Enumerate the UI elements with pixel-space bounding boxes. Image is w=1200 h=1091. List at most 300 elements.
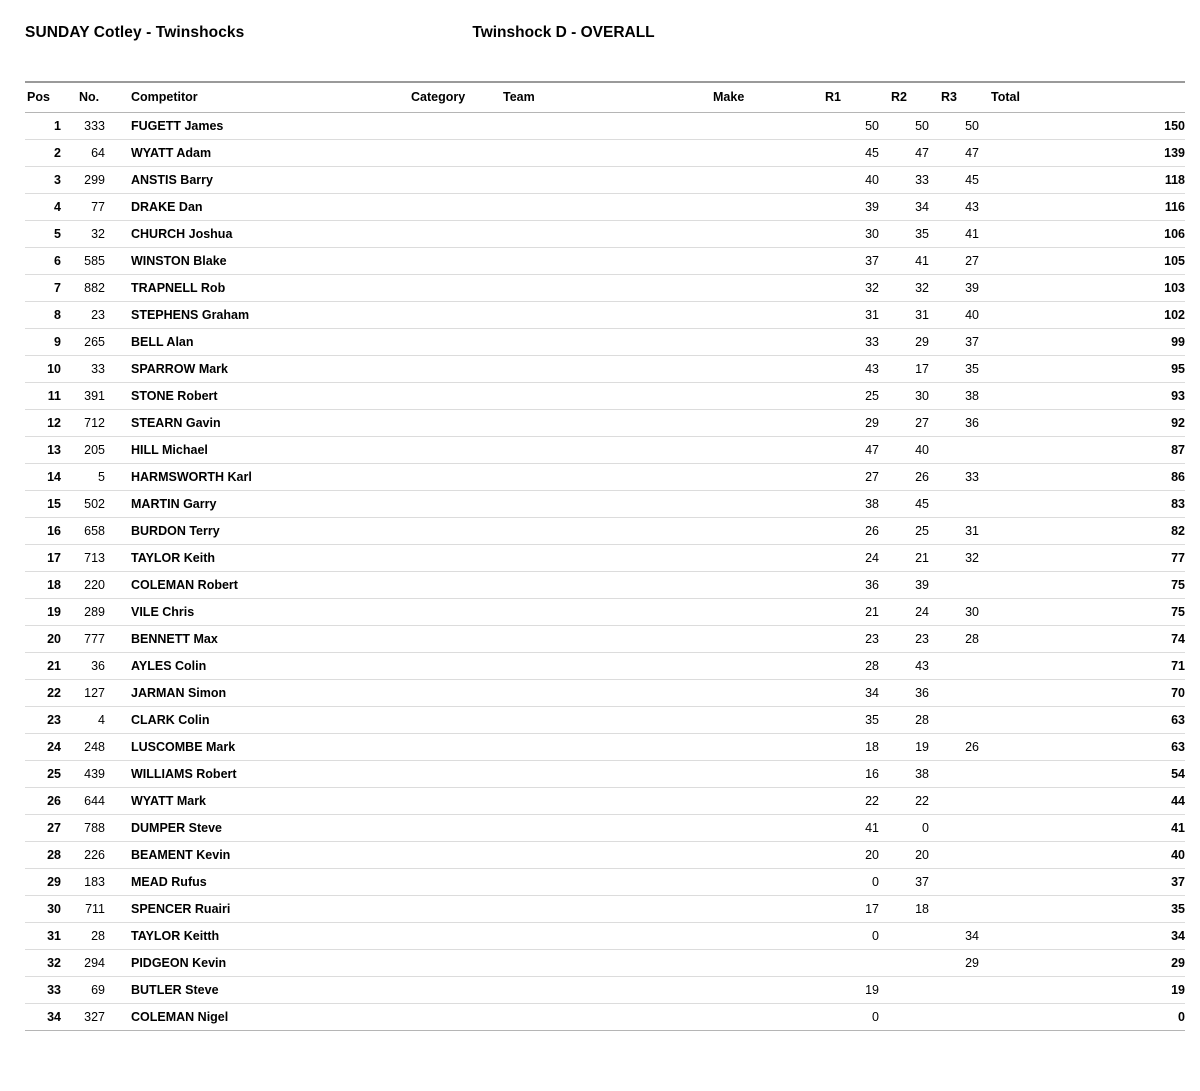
cell-r1: 20 <box>825 842 891 869</box>
cell-no: 127 <box>69 680 115 707</box>
cell-total: 19 <box>991 977 1185 1004</box>
cell-r3: 41 <box>941 221 991 248</box>
cell-r2: 40 <box>891 437 941 464</box>
cell-make <box>713 383 825 410</box>
cell-r2: 26 <box>891 464 941 491</box>
cell-competitor: JARMAN Simon <box>115 680 411 707</box>
table-row <box>25 248 1185 275</box>
cell-team <box>489 653 713 680</box>
cell-r1: 40 <box>825 167 891 194</box>
cell-team <box>489 626 713 653</box>
cell-competitor: AYLES Colin <box>115 653 411 680</box>
cell-r1: 31 <box>825 302 891 329</box>
cell-make <box>713 599 825 626</box>
results-table-header-row <box>25 83 1185 113</box>
cell-r2: 33 <box>891 167 941 194</box>
table-row <box>25 707 1185 734</box>
cell-r1: 26 <box>825 518 891 545</box>
cell-r1: 43 <box>825 356 891 383</box>
cell-r2 <box>891 923 941 950</box>
cell-total: 139 <box>991 140 1185 167</box>
cell-total: 102 <box>991 302 1185 329</box>
cell-team <box>489 221 713 248</box>
cell-competitor: WINSTON Blake <box>115 248 411 275</box>
cell-r1: 25 <box>825 383 891 410</box>
cell-category <box>411 734 489 761</box>
cell-r3: 27 <box>941 248 991 275</box>
cell-competitor: STEPHENS Graham <box>115 302 411 329</box>
cell-make <box>713 464 825 491</box>
cell-competitor: VILE Chris <box>115 599 411 626</box>
cell-pos: 34 <box>25 1004 69 1031</box>
table-row <box>25 842 1185 869</box>
cell-r1: 34 <box>825 680 891 707</box>
cell-r2: 17 <box>891 356 941 383</box>
cell-category <box>411 950 489 977</box>
column-header-pos: Pos <box>25 83 69 113</box>
cell-team <box>489 518 713 545</box>
cell-category <box>411 113 489 140</box>
cell-category <box>411 869 489 896</box>
cell-pos: 14 <box>25 464 69 491</box>
cell-no: 4 <box>69 707 115 734</box>
cell-pos: 21 <box>25 653 69 680</box>
cell-category <box>411 923 489 950</box>
cell-make <box>713 1004 825 1031</box>
cell-r1: 19 <box>825 977 891 1004</box>
cell-pos: 19 <box>25 599 69 626</box>
cell-no: 327 <box>69 1004 115 1031</box>
cell-team <box>489 248 713 275</box>
table-row <box>25 599 1185 626</box>
cell-competitor: WYATT Adam <box>115 140 411 167</box>
cell-r1: 39 <box>825 194 891 221</box>
cell-make <box>713 194 825 221</box>
cell-category <box>411 788 489 815</box>
cell-total: 103 <box>991 275 1185 302</box>
cell-category <box>411 140 489 167</box>
cell-pos: 13 <box>25 437 69 464</box>
event-title: SUNDAY Cotley - Twinshocks <box>25 24 245 41</box>
cell-r2: 28 <box>891 707 941 734</box>
cell-pos: 26 <box>25 788 69 815</box>
cell-make <box>713 788 825 815</box>
cell-category <box>411 815 489 842</box>
table-row <box>25 977 1185 1004</box>
cell-pos: 9 <box>25 329 69 356</box>
cell-no: 658 <box>69 518 115 545</box>
cell-make <box>713 302 825 329</box>
cell-r2: 43 <box>891 653 941 680</box>
cell-competitor: PIDGEON Kevin <box>115 950 411 977</box>
cell-make <box>713 410 825 437</box>
table-row <box>25 680 1185 707</box>
cell-r2: 39 <box>891 572 941 599</box>
cell-team <box>489 950 713 977</box>
cell-category <box>411 680 489 707</box>
cell-r1: 24 <box>825 545 891 572</box>
cell-competitor: WYATT Mark <box>115 788 411 815</box>
cell-team <box>489 383 713 410</box>
cell-pos: 12 <box>25 410 69 437</box>
column-header-team: Team <box>489 83 713 113</box>
cell-competitor: COLEMAN Robert <box>115 572 411 599</box>
cell-make <box>713 545 825 572</box>
cell-pos: 27 <box>25 815 69 842</box>
cell-category <box>411 383 489 410</box>
cell-r1: 18 <box>825 734 891 761</box>
cell-total: 70 <box>991 680 1185 707</box>
cell-r3: 45 <box>941 167 991 194</box>
cell-competitor: MARTIN Garry <box>115 491 411 518</box>
cell-competitor: HILL Michael <box>115 437 411 464</box>
cell-competitor: BEAMENT Kevin <box>115 842 411 869</box>
table-row <box>25 626 1185 653</box>
cell-no: 183 <box>69 869 115 896</box>
cell-r2: 37 <box>891 869 941 896</box>
cell-total: 63 <box>991 734 1185 761</box>
cell-competitor: BURDON Terry <box>115 518 411 545</box>
cell-r2: 21 <box>891 545 941 572</box>
cell-total: 75 <box>991 572 1185 599</box>
cell-no: 205 <box>69 437 115 464</box>
table-row <box>25 950 1185 977</box>
cell-total: 150 <box>991 113 1185 140</box>
cell-team <box>489 977 713 1004</box>
cell-no: 77 <box>69 194 115 221</box>
table-row <box>25 221 1185 248</box>
cell-make <box>713 950 825 977</box>
cell-make <box>713 248 825 275</box>
cell-no: 64 <box>69 140 115 167</box>
cell-r2: 47 <box>891 140 941 167</box>
cell-make <box>713 842 825 869</box>
cell-r3: 40 <box>941 302 991 329</box>
cell-competitor: CLARK Colin <box>115 707 411 734</box>
column-header-total: Total <box>991 83 1185 113</box>
results-table-head <box>25 83 1185 113</box>
cell-team <box>489 842 713 869</box>
cell-pos: 6 <box>25 248 69 275</box>
cell-r1: 37 <box>825 248 891 275</box>
table-row <box>25 167 1185 194</box>
cell-competitor: COLEMAN Nigel <box>115 1004 411 1031</box>
cell-make <box>713 761 825 788</box>
cell-no: 585 <box>69 248 115 275</box>
cell-make <box>713 680 825 707</box>
cell-r2: 34 <box>891 194 941 221</box>
cell-r1: 36 <box>825 572 891 599</box>
cell-r3 <box>941 1004 991 1031</box>
table-row <box>25 815 1185 842</box>
cell-competitor: TAYLOR Keitth <box>115 923 411 950</box>
cell-r1: 17 <box>825 896 891 923</box>
cell-category <box>411 437 489 464</box>
cell-r3: 33 <box>941 464 991 491</box>
cell-total: 87 <box>991 437 1185 464</box>
cell-competitor: STONE Robert <box>115 383 411 410</box>
cell-total: 118 <box>991 167 1185 194</box>
column-header-r2: R2 <box>891 83 941 113</box>
cell-r2: 38 <box>891 761 941 788</box>
cell-no: 502 <box>69 491 115 518</box>
cell-competitor: FUGETT James <box>115 113 411 140</box>
table-row <box>25 140 1185 167</box>
cell-category <box>411 329 489 356</box>
cell-r1: 32 <box>825 275 891 302</box>
table-row <box>25 545 1185 572</box>
column-header-r1: R1 <box>825 83 891 113</box>
cell-make <box>713 329 825 356</box>
cell-make <box>713 626 825 653</box>
cell-r1: 35 <box>825 707 891 734</box>
cell-pos: 31 <box>25 923 69 950</box>
cell-total: 0 <box>991 1004 1185 1031</box>
cell-total: 116 <box>991 194 1185 221</box>
cell-r2: 18 <box>891 896 941 923</box>
cell-team <box>489 1004 713 1031</box>
cell-r3: 47 <box>941 140 991 167</box>
cell-r3 <box>941 707 991 734</box>
cell-make <box>713 977 825 1004</box>
cell-r2: 27 <box>891 410 941 437</box>
cell-category <box>411 302 489 329</box>
cell-r2: 25 <box>891 518 941 545</box>
table-row <box>25 869 1185 896</box>
cell-team <box>489 923 713 950</box>
cell-pos: 3 <box>25 167 69 194</box>
cell-r3: 36 <box>941 410 991 437</box>
cell-pos: 20 <box>25 626 69 653</box>
cell-r3 <box>941 815 991 842</box>
cell-total: 41 <box>991 815 1185 842</box>
cell-r2: 29 <box>891 329 941 356</box>
cell-pos: 7 <box>25 275 69 302</box>
cell-r3: 38 <box>941 383 991 410</box>
cell-r3: 35 <box>941 356 991 383</box>
table-row <box>25 464 1185 491</box>
cell-category <box>411 248 489 275</box>
cell-r3: 26 <box>941 734 991 761</box>
cell-competitor: DUMPER Steve <box>115 815 411 842</box>
cell-r1: 21 <box>825 599 891 626</box>
table-row <box>25 356 1185 383</box>
cell-total: 44 <box>991 788 1185 815</box>
cell-category <box>411 572 489 599</box>
cell-make <box>713 896 825 923</box>
table-row <box>25 788 1185 815</box>
cell-no: 294 <box>69 950 115 977</box>
cell-r2: 35 <box>891 221 941 248</box>
table-row <box>25 410 1185 437</box>
cell-pos: 11 <box>25 383 69 410</box>
cell-no: 712 <box>69 410 115 437</box>
cell-total: 37 <box>991 869 1185 896</box>
table-row <box>25 572 1185 599</box>
cell-no: 644 <box>69 788 115 815</box>
cell-pos: 10 <box>25 356 69 383</box>
cell-total: 106 <box>991 221 1185 248</box>
cell-r3 <box>941 869 991 896</box>
cell-pos: 18 <box>25 572 69 599</box>
cell-r1: 38 <box>825 491 891 518</box>
cell-competitor: BUTLER Steve <box>115 977 411 1004</box>
cell-no: 777 <box>69 626 115 653</box>
cell-team <box>489 707 713 734</box>
cell-team <box>489 302 713 329</box>
table-row <box>25 113 1185 140</box>
cell-no: 289 <box>69 599 115 626</box>
cell-r1: 33 <box>825 329 891 356</box>
cell-competitor: BENNETT Max <box>115 626 411 653</box>
cell-no: 220 <box>69 572 115 599</box>
cell-pos: 22 <box>25 680 69 707</box>
cell-no: 788 <box>69 815 115 842</box>
cell-r3: 29 <box>941 950 991 977</box>
cell-team <box>489 329 713 356</box>
cell-make <box>713 572 825 599</box>
cell-total: 75 <box>991 599 1185 626</box>
cell-competitor: CHURCH Joshua <box>115 221 411 248</box>
cell-no: 5 <box>69 464 115 491</box>
cell-make <box>713 491 825 518</box>
cell-r1: 23 <box>825 626 891 653</box>
cell-category <box>411 761 489 788</box>
cell-no: 265 <box>69 329 115 356</box>
cell-r3: 39 <box>941 275 991 302</box>
table-row <box>25 896 1185 923</box>
page-header <box>20 0 1180 42</box>
cell-category <box>411 842 489 869</box>
cell-r3 <box>941 653 991 680</box>
cell-competitor: ANSTIS Barry <box>115 167 411 194</box>
cell-total: 82 <box>991 518 1185 545</box>
cell-team <box>489 356 713 383</box>
cell-pos: 5 <box>25 221 69 248</box>
cell-make <box>713 356 825 383</box>
table-row <box>25 302 1185 329</box>
cell-team <box>489 815 713 842</box>
cell-team <box>489 599 713 626</box>
results-table-body <box>25 113 1185 1031</box>
table-row <box>25 1004 1185 1031</box>
cell-pos: 28 <box>25 842 69 869</box>
cell-pos: 32 <box>25 950 69 977</box>
cell-total: 74 <box>991 626 1185 653</box>
cell-r1: 50 <box>825 113 891 140</box>
cell-make <box>713 518 825 545</box>
cell-r3 <box>941 977 991 1004</box>
cell-no: 248 <box>69 734 115 761</box>
cell-r2: 32 <box>891 275 941 302</box>
cell-total: 29 <box>991 950 1185 977</box>
cell-make <box>713 113 825 140</box>
cell-make <box>713 221 825 248</box>
cell-total: 99 <box>991 329 1185 356</box>
cell-category <box>411 275 489 302</box>
cell-total: 34 <box>991 923 1185 950</box>
cell-team <box>489 869 713 896</box>
cell-pos: 4 <box>25 194 69 221</box>
cell-r3 <box>941 680 991 707</box>
cell-r3: 43 <box>941 194 991 221</box>
cell-pos: 15 <box>25 491 69 518</box>
class-title: Twinshock D - OVERALL <box>472 24 655 41</box>
cell-total: 105 <box>991 248 1185 275</box>
cell-r2: 45 <box>891 491 941 518</box>
cell-category <box>411 167 489 194</box>
cell-r3 <box>941 572 991 599</box>
cell-category <box>411 491 489 518</box>
cell-category <box>411 356 489 383</box>
cell-r2: 36 <box>891 680 941 707</box>
cell-competitor: DRAKE Dan <box>115 194 411 221</box>
table-row <box>25 761 1185 788</box>
cell-r3 <box>941 761 991 788</box>
cell-r2 <box>891 1004 941 1031</box>
cell-r1: 45 <box>825 140 891 167</box>
cell-r2: 23 <box>891 626 941 653</box>
cell-pos: 8 <box>25 302 69 329</box>
cell-r1: 47 <box>825 437 891 464</box>
cell-category <box>411 653 489 680</box>
cell-r1: 28 <box>825 653 891 680</box>
cell-competitor: SPARROW Mark <box>115 356 411 383</box>
cell-no: 69 <box>69 977 115 1004</box>
cell-team <box>489 464 713 491</box>
cell-total: 71 <box>991 653 1185 680</box>
cell-competitor: HARMSWORTH Karl <box>115 464 411 491</box>
cell-r1: 0 <box>825 923 891 950</box>
column-header-category: Category <box>411 83 489 113</box>
cell-team <box>489 734 713 761</box>
cell-team <box>489 896 713 923</box>
cell-competitor: MEAD Rufus <box>115 869 411 896</box>
cell-make <box>713 869 825 896</box>
cell-category <box>411 545 489 572</box>
cell-pos: 30 <box>25 896 69 923</box>
cell-team <box>489 167 713 194</box>
cell-no: 299 <box>69 167 115 194</box>
cell-make <box>713 815 825 842</box>
cell-team <box>489 275 713 302</box>
cell-competitor: TRAPNELL Rob <box>115 275 411 302</box>
cell-pos: 25 <box>25 761 69 788</box>
cell-competitor: BELL Alan <box>115 329 411 356</box>
cell-pos: 17 <box>25 545 69 572</box>
table-row <box>25 275 1185 302</box>
cell-r2: 0 <box>891 815 941 842</box>
cell-r1: 0 <box>825 869 891 896</box>
cell-pos: 16 <box>25 518 69 545</box>
cell-category <box>411 221 489 248</box>
cell-no: 32 <box>69 221 115 248</box>
cell-make <box>713 653 825 680</box>
cell-team <box>489 410 713 437</box>
cell-category <box>411 896 489 923</box>
cell-pos: 2 <box>25 140 69 167</box>
cell-make <box>713 167 825 194</box>
cell-no: 439 <box>69 761 115 788</box>
cell-r1: 22 <box>825 788 891 815</box>
cell-r2: 41 <box>891 248 941 275</box>
cell-r2 <box>891 977 941 1004</box>
cell-total: 63 <box>991 707 1185 734</box>
cell-no: 33 <box>69 356 115 383</box>
cell-total: 77 <box>991 545 1185 572</box>
results-table <box>25 83 1185 1031</box>
cell-no: 713 <box>69 545 115 572</box>
